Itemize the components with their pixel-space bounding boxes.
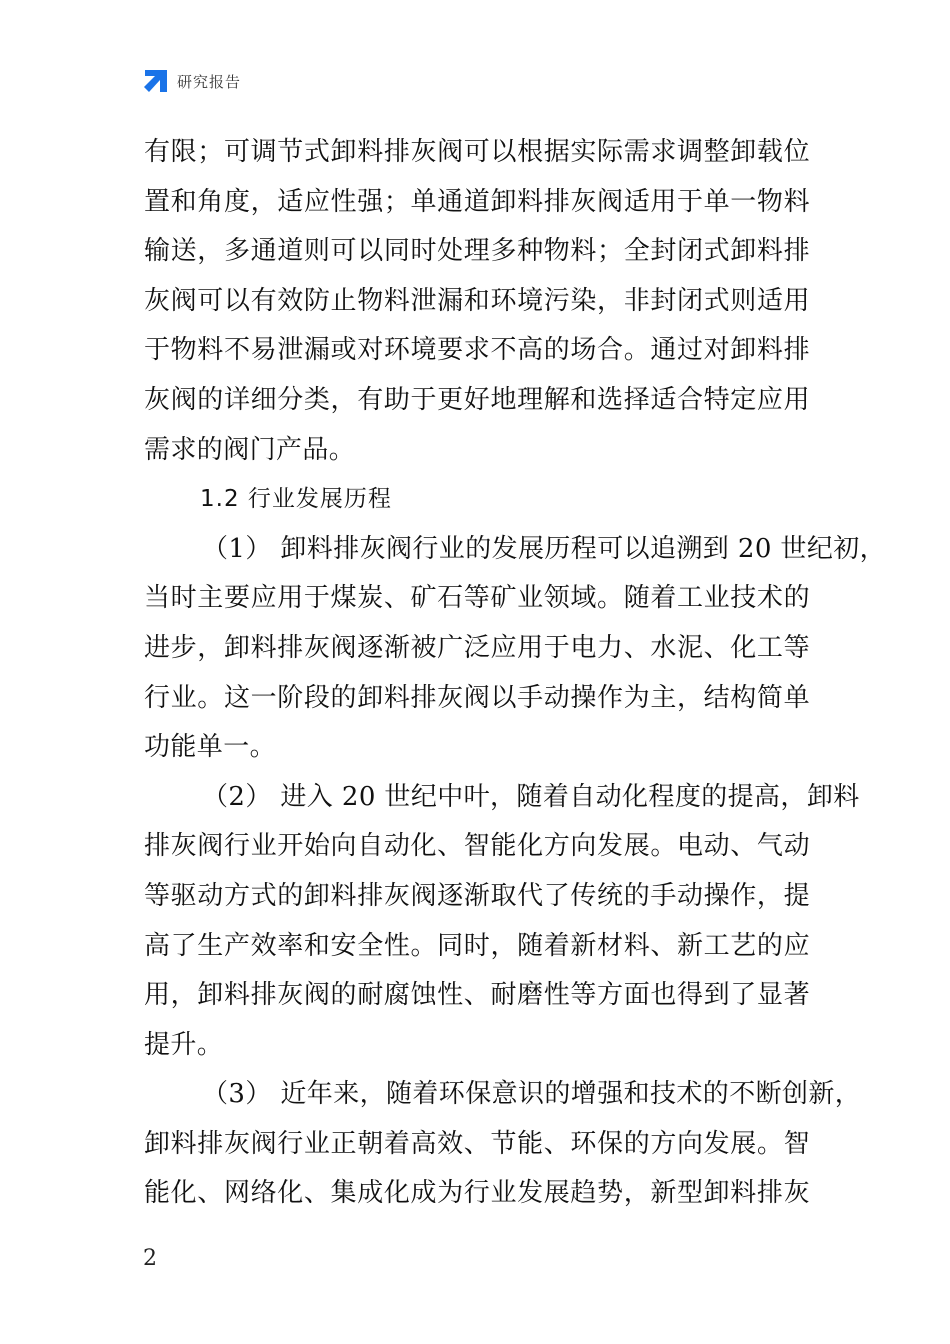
- body-line: 当时主要应用于煤炭、矿石等矿业领域。随着工业技术的: [144, 583, 810, 614]
- body-line: 置和角度，适应性强；单通道卸料排灰阀适用于单一物料: [144, 186, 810, 217]
- body-line: 提升。: [144, 1029, 224, 1060]
- body-line: 行业。这一阶段的卸料排灰阀以手动操作为主，结构简单: [144, 682, 810, 713]
- arrow-up-right-logo-icon: [143, 68, 169, 94]
- body-line: 需求的阀门产品。: [144, 434, 356, 465]
- body-line: 输送，多通道则可以同时处理多种物料；全封闭式卸料排: [144, 236, 810, 267]
- body-line: 有限；可调节式卸料排灰阀可以根据实际需求调整卸载位: [144, 137, 810, 167]
- section-heading: 1.2 行业发展历程: [200, 486, 392, 513]
- body-line: 灰阀可以有效防止物料泄漏和环境污染，非封闭式则适用: [144, 285, 810, 316]
- header-title: 研究报告: [177, 72, 242, 91]
- body-line: 排灰阀行业开始向自动化、智能化方向发展。电动、气动: [144, 831, 810, 862]
- body-line: 于物料不易泄漏或对环境要求不高的场合。通过对卸料排: [144, 335, 810, 366]
- body-line: 卸料排灰阀行业正朝着高效、节能、环保的方向发展。智: [144, 1128, 810, 1159]
- body-line: 等驱动方式的卸料排灰阀逐渐取代了传统的手动操作，提: [144, 880, 810, 911]
- body-line: 能化、网络化、集成化成为行业发展趋势，新型卸料排灰: [144, 1178, 810, 1209]
- body-line: 功能单一。: [144, 732, 277, 763]
- paragraph-first-line: （2） 进入 20 世纪中叶，随着自动化程度的提高，卸料: [202, 781, 860, 812]
- paragraph-first-line: （3） 近年来，随着环保意识的增强和技术的不断创新，: [202, 1079, 862, 1110]
- body-line: 用，卸料排灰阀的耐腐蚀性、耐磨性等方面也得到了显著: [144, 980, 810, 1011]
- body-line: 灰阀的详细分类，有助于更好地理解和选择适合特定应用: [144, 384, 810, 415]
- page-header: [143, 66, 241, 96]
- document-body: [144, 128, 887, 1219]
- page-number: 2: [143, 1246, 157, 1271]
- body-line: 进步，卸料排灰阀逐渐被广泛应用于电力、水泥、化工等: [144, 632, 810, 663]
- body-line: 高了生产效率和安全性。同时，随着新材料、新工艺的应: [144, 930, 810, 961]
- paragraph-first-line: （1） 卸料排灰阀行业的发展历程可以追溯到 20 世纪初，: [202, 533, 887, 564]
